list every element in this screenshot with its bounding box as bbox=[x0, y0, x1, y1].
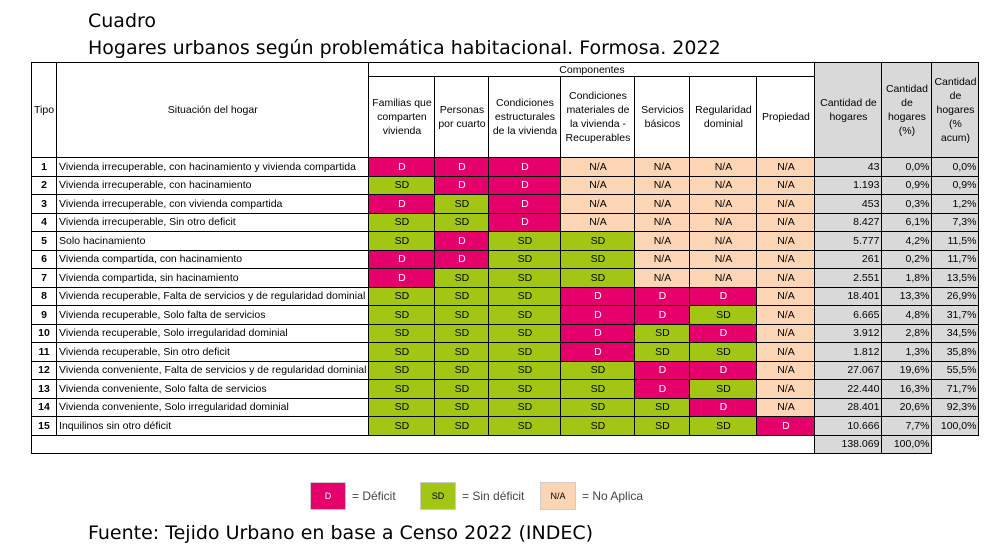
cell-cant: 6.665 bbox=[815, 306, 882, 325]
cell-component: N/A bbox=[757, 306, 815, 325]
cell-component: N/A bbox=[757, 287, 815, 306]
cell-component: SD bbox=[690, 343, 757, 362]
cell-component: D bbox=[435, 250, 489, 269]
cell-component: D bbox=[635, 306, 690, 325]
cell-situacion: Vivienda recuperable, Solo irregularidad dominial bbox=[57, 324, 369, 343]
total-cantidad: 138.069 bbox=[815, 435, 882, 453]
cell-situacion: Vivienda irrecuperable, con vivienda compartida bbox=[57, 195, 369, 214]
table-row bbox=[32, 417, 979, 436]
cell-cant: 18.401 bbox=[815, 287, 882, 306]
cell-component: D bbox=[369, 269, 435, 288]
cell-component: SD bbox=[489, 232, 561, 251]
cell-component: SD bbox=[489, 380, 561, 399]
cell-situacion: Vivienda compartida, sin hacinamiento bbox=[57, 269, 369, 288]
cell-component: N/A bbox=[635, 195, 690, 214]
cell-pct: 16,3% bbox=[882, 380, 932, 399]
cell-component: SD bbox=[435, 398, 489, 417]
cell-component: N/A bbox=[561, 158, 635, 177]
cell-component: SD bbox=[489, 287, 561, 306]
cell-component: N/A bbox=[757, 158, 815, 177]
cell-tipo: 14 bbox=[32, 398, 57, 417]
cell-component: D bbox=[690, 398, 757, 417]
cell-component: N/A bbox=[690, 269, 757, 288]
legend-item bbox=[420, 482, 524, 510]
cell-component: N/A bbox=[561, 176, 635, 195]
cell-component: N/A bbox=[690, 232, 757, 251]
cell-component: N/A bbox=[757, 269, 815, 288]
source-note: Fuente: Tejido Urbano en base a Censo 2022 (INDEC) bbox=[88, 522, 594, 544]
cell-pct: 6,1% bbox=[882, 213, 932, 232]
cell-component: SD bbox=[489, 250, 561, 269]
cell-component: SD bbox=[690, 380, 757, 399]
cell-situacion: Vivienda irrecuperable, con hacinamiento bbox=[57, 176, 369, 195]
table-row bbox=[32, 250, 979, 269]
header-cond-materiales: Condiciones materiales de la vivienda - Recuperables bbox=[561, 77, 635, 158]
cell-acum: 55,5% bbox=[932, 361, 979, 380]
cell-cant: 1.193 bbox=[815, 176, 882, 195]
cell-component: N/A bbox=[561, 213, 635, 232]
cell-component: D bbox=[369, 158, 435, 177]
cell-component: D bbox=[561, 343, 635, 362]
cell-pct: 1,8% bbox=[882, 269, 932, 288]
legend-swatch: SD bbox=[420, 482, 456, 510]
cell-pct: 1,3% bbox=[882, 343, 932, 362]
cell-component: SD bbox=[561, 361, 635, 380]
table-row bbox=[32, 195, 979, 214]
cell-component: N/A bbox=[635, 232, 690, 251]
cell-component: D bbox=[435, 176, 489, 195]
cell-situacion: Vivienda recuperable, Solo falta de servicios bbox=[57, 306, 369, 325]
cell-situacion: Vivienda conveniente, Falta de servicios y de regularidad dominial bbox=[57, 361, 369, 380]
cell-pct: 2,8% bbox=[882, 324, 932, 343]
cell-component: SD bbox=[369, 324, 435, 343]
cell-component: N/A bbox=[561, 195, 635, 214]
header-cond-estructurales: Condiciones estructurales de la vivienda bbox=[489, 77, 561, 158]
total-spacer bbox=[32, 435, 815, 453]
header-propiedad: Propiedad bbox=[757, 77, 815, 158]
header-personas: Personas por cuarto bbox=[435, 77, 489, 158]
cell-component: SD bbox=[489, 343, 561, 362]
table-row bbox=[32, 361, 979, 380]
housing-table bbox=[31, 62, 979, 454]
cell-component: SD bbox=[489, 324, 561, 343]
table-row bbox=[32, 306, 979, 325]
cell-acum: 71,7% bbox=[932, 380, 979, 399]
cell-tipo: 1 bbox=[32, 158, 57, 177]
table-body bbox=[32, 158, 979, 436]
cell-component: SD bbox=[561, 398, 635, 417]
cell-component: N/A bbox=[757, 250, 815, 269]
cell-cant: 261 bbox=[815, 250, 882, 269]
legend-item bbox=[310, 482, 396, 510]
cell-component: N/A bbox=[757, 324, 815, 343]
cell-tipo: 12 bbox=[32, 361, 57, 380]
cell-tipo: 9 bbox=[32, 306, 57, 325]
cell-pct: 0,0% bbox=[882, 158, 932, 177]
cell-situacion: Vivienda conveniente, Solo falta de servicios bbox=[57, 380, 369, 399]
legend-swatch: D bbox=[310, 482, 346, 510]
cell-component: D bbox=[435, 232, 489, 251]
title-label: Cuadro bbox=[88, 10, 157, 32]
cell-component: N/A bbox=[757, 213, 815, 232]
cell-pct: 13,3% bbox=[882, 287, 932, 306]
header-regularidad: Regularidad dominial bbox=[690, 77, 757, 158]
cell-component: SD bbox=[690, 417, 757, 436]
cell-component: SD bbox=[369, 176, 435, 195]
cell-component: SD bbox=[690, 306, 757, 325]
cell-component: D bbox=[561, 306, 635, 325]
table-row bbox=[32, 213, 979, 232]
cell-acum: 0,0% bbox=[932, 158, 979, 177]
cell-cant: 10.666 bbox=[815, 417, 882, 436]
cell-cant: 27.067 bbox=[815, 361, 882, 380]
header-tipo: Tipo bbox=[32, 63, 57, 158]
cell-component: D bbox=[635, 361, 690, 380]
cell-component: N/A bbox=[635, 176, 690, 195]
cell-component: D bbox=[489, 158, 561, 177]
cell-situacion: Vivienda irrecuperable, con hacinamiento y vivienda compartida bbox=[57, 158, 369, 177]
cell-component: SD bbox=[635, 324, 690, 343]
cell-situacion: Vivienda compartida, con hacinamiento bbox=[57, 250, 369, 269]
cell-component: SD bbox=[635, 398, 690, 417]
cell-component: N/A bbox=[757, 195, 815, 214]
cell-component: N/A bbox=[690, 158, 757, 177]
cell-acum: 11,5% bbox=[932, 232, 979, 251]
cell-component: SD bbox=[561, 250, 635, 269]
cell-tipo: 10 bbox=[32, 324, 57, 343]
cell-component: SD bbox=[435, 380, 489, 399]
cell-component: SD bbox=[369, 398, 435, 417]
cell-situacion: Vivienda recuperable, Falta de servicios y de regularidad dominial bbox=[57, 287, 369, 306]
cell-component: N/A bbox=[757, 380, 815, 399]
cell-acum: 100,0% bbox=[932, 417, 979, 436]
cell-cant: 5.777 bbox=[815, 232, 882, 251]
cell-cant: 28.401 bbox=[815, 398, 882, 417]
cell-pct: 20,6% bbox=[882, 398, 932, 417]
cell-pct: 4,8% bbox=[882, 306, 932, 325]
table-row bbox=[32, 343, 979, 362]
cell-component: SD bbox=[635, 343, 690, 362]
cell-component: D bbox=[690, 324, 757, 343]
table-row bbox=[32, 176, 979, 195]
cell-component: N/A bbox=[757, 232, 815, 251]
cell-cant: 453 bbox=[815, 195, 882, 214]
cell-acum: 35,8% bbox=[932, 343, 979, 362]
cell-component: SD bbox=[489, 361, 561, 380]
cell-pct: 19,6% bbox=[882, 361, 932, 380]
cell-component: SD bbox=[369, 306, 435, 325]
cell-component: D bbox=[489, 195, 561, 214]
header-servicios: Servicios básicos bbox=[635, 77, 690, 158]
cell-acum: 31,7% bbox=[932, 306, 979, 325]
cell-tipo: 2 bbox=[32, 176, 57, 195]
header-situacion: Situación del hogar bbox=[57, 63, 369, 158]
cell-cant: 1.812 bbox=[815, 343, 882, 362]
cell-component: N/A bbox=[757, 361, 815, 380]
page-title: Hogares urbanos según problemática habitacional. Formosa. 2022 bbox=[88, 37, 721, 59]
cell-component: D bbox=[757, 417, 815, 436]
table-row bbox=[32, 158, 979, 177]
cell-component: N/A bbox=[635, 213, 690, 232]
cell-tipo: 8 bbox=[32, 287, 57, 306]
cell-component: SD bbox=[369, 232, 435, 251]
cell-component: SD bbox=[435, 269, 489, 288]
total-pct: 100,0% bbox=[882, 435, 932, 453]
cell-component: SD bbox=[369, 380, 435, 399]
cell-situacion: Vivienda conveniente, Solo irregularidad dominial bbox=[57, 398, 369, 417]
cell-tipo: 11 bbox=[32, 343, 57, 362]
cell-pct: 0,3% bbox=[882, 195, 932, 214]
cell-acum: 0,9% bbox=[932, 176, 979, 195]
cell-component: D bbox=[435, 158, 489, 177]
cell-component: D bbox=[635, 287, 690, 306]
header-familias: Familias que comparten vivienda bbox=[369, 77, 435, 158]
table-row bbox=[32, 398, 979, 417]
cell-component: D bbox=[690, 287, 757, 306]
cell-component: N/A bbox=[635, 250, 690, 269]
table-row bbox=[32, 324, 979, 343]
cell-acum: 34,5% bbox=[932, 324, 979, 343]
legend-label: = No Aplica bbox=[582, 489, 644, 503]
legend-label: = Sin déficit bbox=[462, 489, 525, 503]
cell-acum: 26,9% bbox=[932, 287, 979, 306]
cell-component: D bbox=[690, 361, 757, 380]
cell-component: SD bbox=[489, 306, 561, 325]
cell-pct: 4,2% bbox=[882, 232, 932, 251]
cell-tipo: 6 bbox=[32, 250, 57, 269]
legend-swatch: N/A bbox=[540, 482, 576, 510]
cell-tipo: 3 bbox=[32, 195, 57, 214]
cell-component: SD bbox=[435, 287, 489, 306]
cell-component: D bbox=[489, 176, 561, 195]
table-row bbox=[32, 232, 979, 251]
cell-component: SD bbox=[369, 361, 435, 380]
cell-component: N/A bbox=[635, 158, 690, 177]
table-row bbox=[32, 287, 979, 306]
cell-component: SD bbox=[489, 398, 561, 417]
cell-situacion: Vivienda irrecuperable, Sin otro deficit bbox=[57, 213, 369, 232]
cell-component: SD bbox=[435, 417, 489, 436]
cell-component: D bbox=[635, 380, 690, 399]
legend-label: = Déficit bbox=[352, 489, 396, 503]
cell-component: D bbox=[369, 195, 435, 214]
cell-component: SD bbox=[435, 343, 489, 362]
cell-component: N/A bbox=[757, 398, 815, 417]
cell-tipo: 13 bbox=[32, 380, 57, 399]
total-empty bbox=[932, 435, 979, 453]
cell-component: SD bbox=[435, 306, 489, 325]
cell-component: SD bbox=[369, 213, 435, 232]
cell-acum: 92,3% bbox=[932, 398, 979, 417]
cell-acum: 7,3% bbox=[932, 213, 979, 232]
cell-component: SD bbox=[369, 417, 435, 436]
cell-acum: 1,2% bbox=[932, 195, 979, 214]
cell-tipo: 7 bbox=[32, 269, 57, 288]
cell-component: D bbox=[561, 324, 635, 343]
cell-component: SD bbox=[561, 380, 635, 399]
cell-component: N/A bbox=[690, 213, 757, 232]
cell-situacion: Solo hacinamiento bbox=[57, 232, 369, 251]
header-cantidad: Cantidad de hogares bbox=[815, 63, 882, 158]
cell-component: SD bbox=[435, 324, 489, 343]
cell-pct: 0,9% bbox=[882, 176, 932, 195]
cell-cant: 22.440 bbox=[815, 380, 882, 399]
cell-component: N/A bbox=[690, 195, 757, 214]
cell-component: N/A bbox=[690, 176, 757, 195]
table-row bbox=[32, 269, 979, 288]
cell-component: D bbox=[369, 250, 435, 269]
cell-cant: 3.912 bbox=[815, 324, 882, 343]
cell-pct: 0,2% bbox=[882, 250, 932, 269]
cell-cant: 43 bbox=[815, 158, 882, 177]
cell-component: N/A bbox=[635, 269, 690, 288]
cell-acum: 13,5% bbox=[932, 269, 979, 288]
cell-situacion: Inquilinos sin otro déficit bbox=[57, 417, 369, 436]
header-pct: Cantidad de hogares (%) bbox=[882, 63, 932, 158]
cell-component: SD bbox=[435, 195, 489, 214]
cell-cant: 8.427 bbox=[815, 213, 882, 232]
cell-component: SD bbox=[435, 361, 489, 380]
cell-component: SD bbox=[561, 232, 635, 251]
cell-component: N/A bbox=[757, 176, 815, 195]
cell-acum: 11,7% bbox=[932, 250, 979, 269]
cell-tipo: 15 bbox=[32, 417, 57, 436]
table-row bbox=[32, 380, 979, 399]
header-componentes: Componentes bbox=[369, 63, 815, 77]
cell-component: N/A bbox=[757, 343, 815, 362]
cell-component: N/A bbox=[690, 250, 757, 269]
cell-component: SD bbox=[435, 213, 489, 232]
cell-component: SD bbox=[635, 417, 690, 436]
cell-component: SD bbox=[561, 417, 635, 436]
cell-component: D bbox=[489, 213, 561, 232]
cell-component: SD bbox=[489, 269, 561, 288]
cell-component: SD bbox=[561, 269, 635, 288]
cell-component: D bbox=[561, 287, 635, 306]
header-pct-acum: Cantidad de hogares (% acum) bbox=[932, 63, 979, 158]
cell-pct: 7,7% bbox=[882, 417, 932, 436]
cell-component: SD bbox=[489, 417, 561, 436]
legend-item bbox=[540, 482, 643, 510]
cell-component: SD bbox=[369, 287, 435, 306]
cell-tipo: 4 bbox=[32, 213, 57, 232]
cell-component: SD bbox=[369, 343, 435, 362]
cell-situacion: Vivienda recuperable, Sin otro deficit bbox=[57, 343, 369, 362]
cell-tipo: 5 bbox=[32, 232, 57, 251]
cell-cant: 2.551 bbox=[815, 269, 882, 288]
